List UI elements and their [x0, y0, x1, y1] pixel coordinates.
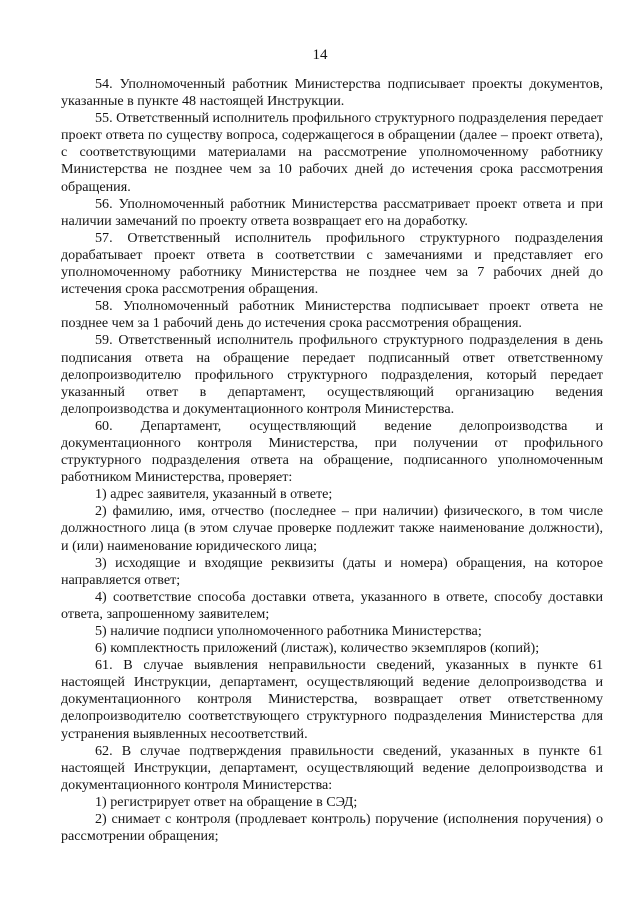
- paragraph-59: 59. Ответственный исполнитель профильного структурного подразделения в день подписания ответа на обращение передает подписанный ответ ответственному делопроизводителю профильного структурного подразделения, который передает указанный ответ в департамент, осуществляющий организацию ведения делопроизводства и документационного контроля Министерства.: [61, 332, 603, 417]
- list-item-60-5: 5) наличие подписи уполномоченного работника Министерства;: [95, 623, 482, 639]
- page-number: 14: [312, 47, 328, 63]
- list-item-60-3: 3) исходящие и входящие реквизиты (даты и номера) обращения, на которое направляется ответ;: [61, 554, 603, 588]
- paragraph-54: 54. Уполномоченный работник Министерства подписывает проекты документов, указанные в пункте 48 настоящей Инструкции.: [61, 76, 603, 110]
- document-body: [61, 76, 603, 845]
- list-item-62-1: 1) регистрирует ответ на обращение в СЭД;: [95, 793, 358, 810]
- list-item-60-6: 6) комплектность приложений (листаж), количество экземпляров (копий);: [95, 640, 540, 657]
- paragraph-61: 61. В случае выявления неправильности сведений, указанных в пункте 61 настоящей Инструкции, департамент, осуществляющий ведение делопроизводства и документационного контроля Министерства, возвращает ответ ответственному делопроизводителю соответствующего структурного подразделения Министерства для устранения выявленных несоответствий.: [61, 657, 603, 742]
- paragraph-62: 62. В случае подтверждения правильности сведений, указанных в пункте 61 настоящей Инструкции, департамент, осуществляющий ведение делопроизводства и документационного контроля Министерства:: [61, 742, 603, 793]
- list-item-60-2: 2) фамилию, имя, отчество (последнее – при наличии) физического, в том числе должностного лица (в этом случае проверке подлежит также наименование должности), и (или) наименование юридического лица;: [61, 503, 603, 554]
- paragraph-60: 60. Департамент, осуществляющий ведение делопроизводства и документационного контроля Министерства, при получении от профильного структурного подразделения ответа на обращение, подписанного уполномоченным работником Министерства, проверяет:: [61, 417, 603, 486]
- paragraph-57: 57. Ответственный исполнитель профильного структурного подразделения дорабатывает проект ответа в соответствии с замечаниями и представляет его уполномоченному работнику Министерства не позднее чем за 7 рабочих дней до истечения срока рассмотрения обращения.: [61, 229, 603, 298]
- paragraph-56: 56. Уполномоченный работник Министерства рассматривает проект ответа и при наличии замечаний по проекту ответа возвращает его на доработку.: [61, 195, 603, 229]
- list-item-60-4: 4) соответствие способа доставки ответа, указанного в ответе, способу доставки ответа, запрошенному заявителем;: [61, 588, 603, 622]
- list-item-62-2: 2) снимает с контроля (продлевает контроль) поручение (исполнения поручения) о рассмотрении обращения;: [61, 811, 603, 845]
- paragraph-58: 58. Уполномоченный работник Министерства подписывает проект ответа не позднее чем за 1 рабочий день до истечения срока рассмотрения обращения.: [61, 298, 603, 332]
- paragraph-55: 55. Ответственный исполнитель профильного структурного подразделения передает проект ответа по существу вопроса, содержащегося в обращении (далее – проект ответа), с соответствующими материалами на рассмотрение уполномоченному работнику Министерства не позднее чем за 10 рабочих дней до истечения срока рассмотрения обращения.: [61, 110, 603, 195]
- list-item-60-1: 1) адрес заявителя, указанный в ответе;: [95, 486, 333, 503]
